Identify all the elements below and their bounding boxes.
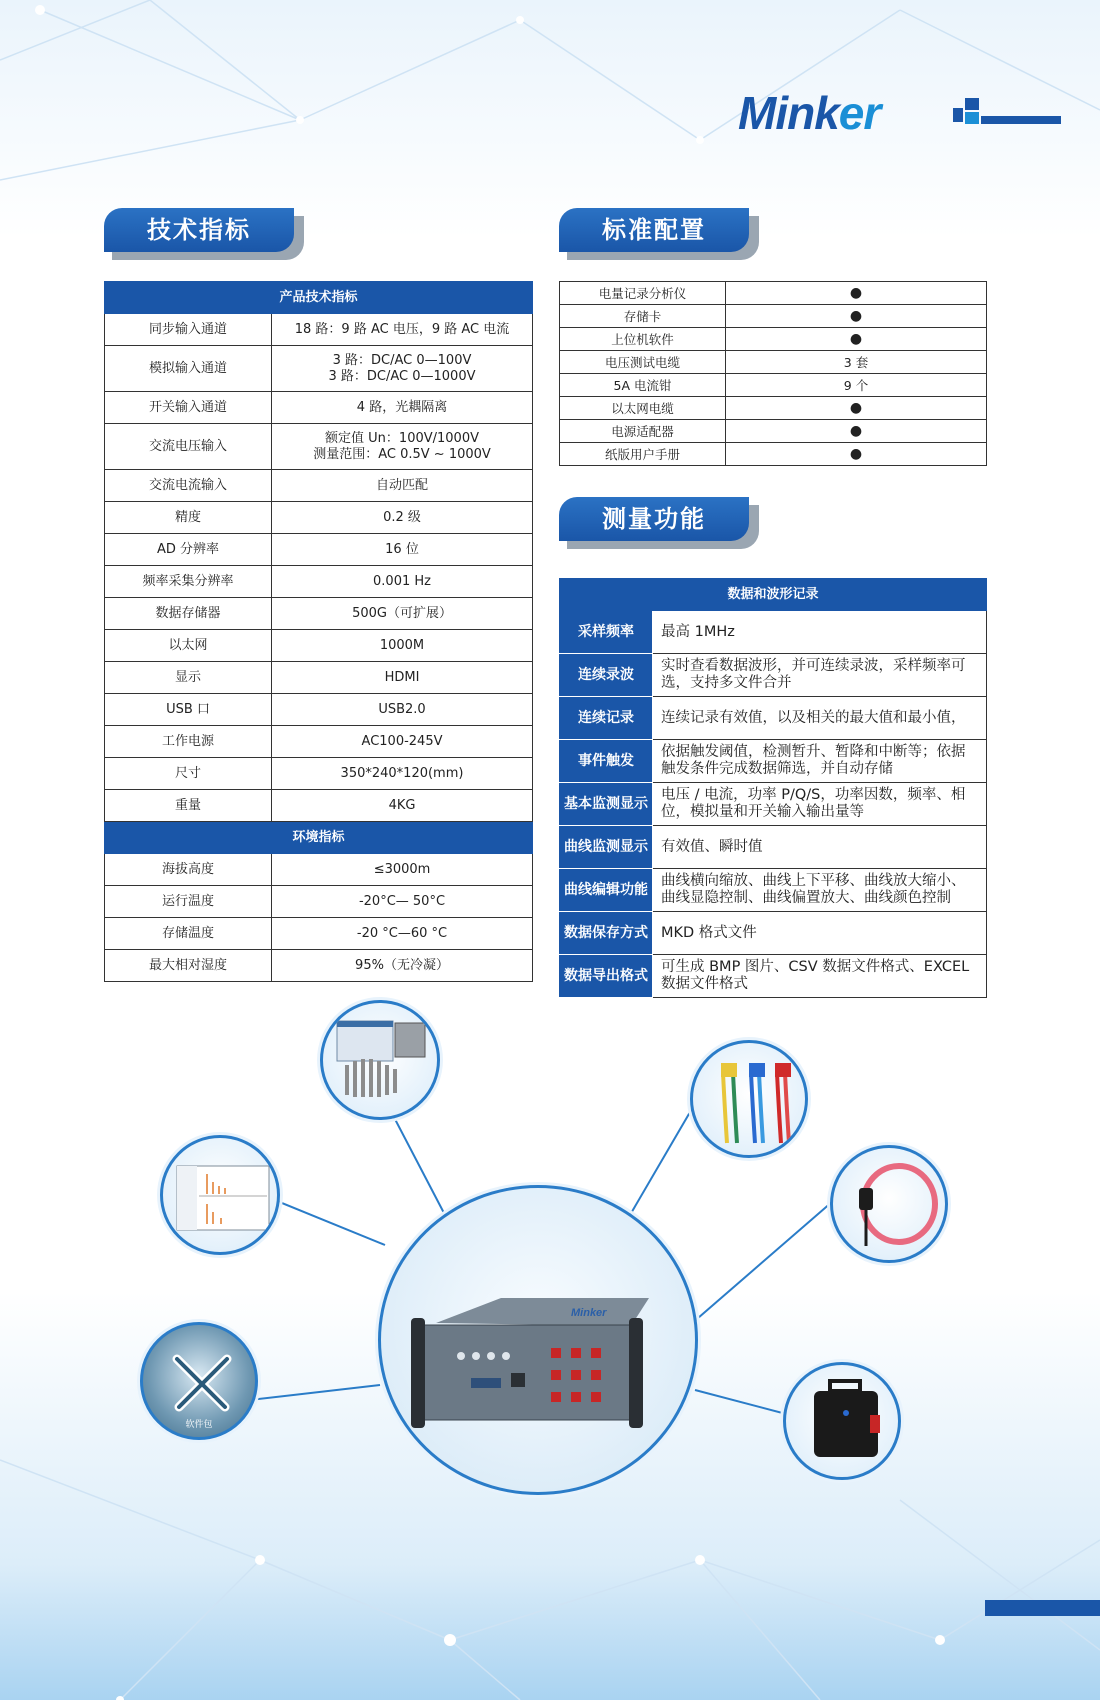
software-package-bubble bbox=[140, 1322, 258, 1440]
table-row: 显示 HDMI bbox=[105, 662, 533, 694]
logo-wordmark: Minker bbox=[738, 87, 881, 139]
table-row: 最大相对湿度 95%（无冷凝） bbox=[105, 950, 533, 982]
section-heading-specs: 技术指标 bbox=[104, 208, 304, 256]
table-row: 电源适配器 ● bbox=[560, 420, 987, 443]
software-package-label: 软件包 bbox=[185, 1420, 213, 1430]
table-row: 曲线监测显示 有效值、瞬时值 bbox=[560, 826, 987, 869]
table-row: 数据保存方式 MKD 格式文件 bbox=[560, 912, 987, 955]
section-heading-config: 标准配置 bbox=[559, 208, 759, 256]
table-row: 连续记录 连续记录有效值，以及相关的最大值和最小值， bbox=[560, 697, 987, 740]
table-row: 频率采集分辨率 0.001 Hz bbox=[105, 566, 533, 598]
software-window-icon bbox=[323, 1003, 440, 1120]
table-row: 事件触发 依据触发阈值，检测暂升、暂降和中断等；依据触发条件完成数据筛选，并自动存储 bbox=[560, 740, 987, 783]
table-row: 以太网电缆 ● bbox=[560, 397, 987, 420]
table-row: 连续录波 实时查看数据波形，并可连续录波，采样频率可选，支持多文件合并 bbox=[560, 654, 987, 697]
table-row: 电压测试电缆 3 套 bbox=[560, 351, 987, 374]
table-row: 存储温度 -20 °C—60 °C bbox=[105, 918, 533, 950]
logo-mark-icon bbox=[953, 98, 1063, 128]
table-row: 上位机软件 ● bbox=[560, 328, 987, 351]
table-row: 纸版用户手册 ● bbox=[560, 443, 987, 466]
table-row: 存储卡 ● bbox=[560, 305, 987, 328]
carry-case-bubble bbox=[783, 1362, 901, 1480]
table-row: 交流电压输入 额定值 Un：100V/1000V 测量范围：AC 0.5V ~ 1000V bbox=[105, 424, 533, 470]
table-row: 尺寸 350*240*120(mm) bbox=[105, 758, 533, 790]
software-screenshot-bubble bbox=[320, 1000, 440, 1120]
env-table-header: 环境指标 bbox=[105, 822, 533, 854]
table-row: 开关输入通道 4 路，光耦隔离 bbox=[105, 392, 533, 424]
test-leads-icon bbox=[693, 1043, 808, 1158]
product-diagram bbox=[0, 1000, 1100, 1560]
table-row: 电量记录分析仪 ● bbox=[560, 282, 987, 305]
table-row: 重量 4KG bbox=[105, 790, 533, 822]
function-table bbox=[559, 578, 987, 998]
table-row: 工作电源 AC100-245V bbox=[105, 726, 533, 758]
table-row: 基本监测显示 电压 / 电流，功率 P/Q/S，功率因数，频率、相位，模拟量和开关输入输出量等 bbox=[560, 783, 987, 826]
table-row: 数据导出格式 可生成 BMP 图片、CSV 数据文件格式、EXCEL 数据文件格式 bbox=[560, 955, 987, 998]
voltage-leads-bubble bbox=[690, 1040, 808, 1158]
function-table-header: 数据和波形记录 bbox=[560, 579, 987, 611]
config-table bbox=[559, 281, 987, 466]
table-row: 模拟输入通道 3 路：DC/AC 0—100V 3 路：DC/AC 0—1000V bbox=[105, 346, 533, 392]
table-row: 数据存储器 500G（可扩展） bbox=[105, 598, 533, 630]
table-row: 采样频率 最高 1MHz bbox=[560, 611, 987, 654]
table-row: 运行温度 -20°C— 50°C bbox=[105, 886, 533, 918]
table-row: 精度 0.2 级 bbox=[105, 502, 533, 534]
table-row: AD 分辨率 16 位 bbox=[105, 534, 533, 566]
flexible-clamp-icon bbox=[833, 1148, 948, 1263]
device-bubble bbox=[378, 1185, 698, 1495]
waveform-chart-icon bbox=[163, 1138, 280, 1255]
waveform-screenshot-bubble bbox=[160, 1135, 280, 1255]
table-row: 同步输入通道 18 路：9 路 AC 电压，9 路 AC 电流 bbox=[105, 314, 533, 346]
brand-logo bbox=[738, 88, 1068, 138]
carry-case-icon bbox=[786, 1365, 901, 1480]
section-heading-functions: 测量功能 bbox=[559, 497, 759, 545]
device-brand-label: Minker bbox=[571, 1307, 607, 1319]
table-row: 曲线编辑功能 曲线横向缩放、曲线上下平移、曲线放大缩小、曲线显隐控制、曲线偏置放大、曲线颜色控制 bbox=[560, 869, 987, 912]
spec-table-header: 产品技术指标 bbox=[105, 282, 533, 314]
table-row: 交流电流输入 自动匹配 bbox=[105, 470, 533, 502]
current-clamp-bubble bbox=[830, 1145, 948, 1263]
table-row: 海拔高度 ≤3000m bbox=[105, 854, 533, 886]
table-row: 5A 电流钳 9 个 bbox=[560, 374, 987, 397]
spec-table bbox=[104, 281, 533, 982]
table-row: 以太网 1000M bbox=[105, 630, 533, 662]
table-row: USB 口 USB2.0 bbox=[105, 694, 533, 726]
recorder-device-icon bbox=[381, 1188, 698, 1495]
